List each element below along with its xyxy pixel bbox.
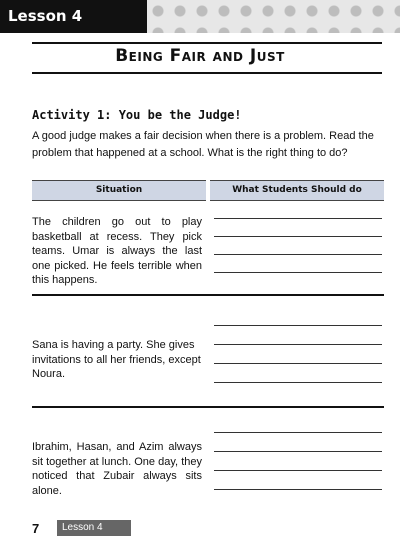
title-rule-bottom bbox=[32, 72, 382, 74]
situation-text: The children go out to play basketball at recess. They pick teams. Umar is always the last one picked. He feels terrible when this happens. bbox=[32, 216, 202, 286]
answer-line[interactable] bbox=[214, 236, 382, 237]
page-number: 7 bbox=[32, 521, 40, 536]
answer-line[interactable] bbox=[214, 489, 382, 490]
column-header-students: What Students Should do bbox=[210, 180, 384, 201]
answer-line[interactable] bbox=[214, 344, 382, 345]
lesson-tab: Lesson 4 bbox=[0, 0, 147, 33]
answer-line[interactable] bbox=[214, 272, 382, 273]
answer-line[interactable] bbox=[214, 470, 382, 471]
situation-text: Sana is having a party. She gives invitations to all her friends, except Noura. bbox=[32, 339, 201, 380]
answer-line[interactable] bbox=[214, 451, 382, 452]
answer-line[interactable] bbox=[214, 363, 382, 364]
column-header-situation: Situation bbox=[32, 180, 206, 201]
answer-line[interactable] bbox=[214, 382, 382, 383]
situation-text: Ibrahim, Hasan, and Azim always sit together at lunch. One day, they noticed that Zubair always sits alone. bbox=[32, 441, 202, 497]
answer-line[interactable] bbox=[214, 325, 382, 326]
page-title: Being Fair and Just bbox=[115, 46, 285, 66]
title-rule-top bbox=[32, 42, 382, 44]
section-divider bbox=[32, 294, 384, 296]
header-bar bbox=[0, 0, 400, 33]
footer-lesson-tab: Lesson 4 bbox=[57, 520, 131, 536]
answer-line[interactable] bbox=[214, 254, 382, 255]
activity-heading: Activity 1: You be the Judge! bbox=[32, 108, 242, 122]
section-divider bbox=[32, 406, 384, 408]
decorative-pattern bbox=[147, 0, 400, 33]
answer-line[interactable] bbox=[214, 432, 382, 433]
activity-intro: A good judge makes a fair decision when there is a problem. Read the problem that happened at a school. What is the right thing to do? bbox=[32, 130, 374, 159]
answer-line[interactable] bbox=[214, 218, 382, 219]
